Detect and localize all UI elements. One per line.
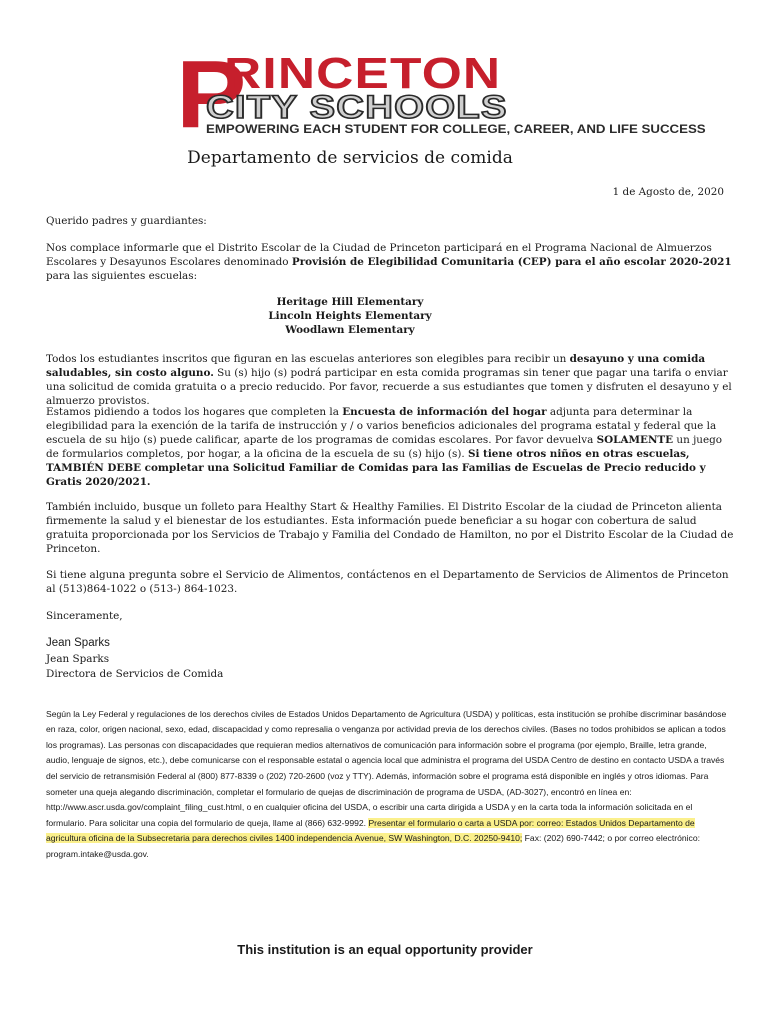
logo-letter-p: P — [176, 41, 247, 148]
paragraph-survey-bold-2: SOLAMENTE — [596, 434, 674, 446]
school-item: Lincoln Heights Elementary — [268, 310, 432, 322]
legal-text-a: Según la Ley Federal y regulaciones de los derechos civiles de Estados Unidos Departamento de Agricultura (USDA) y políticas, esta institución se prohíbe discriminar basándose en raza, color, origen nacional, sexo, edad, discapacidad y como represalia o venganza por actividad previa de los derechos civiles. (Bases no todos prohibidos se aplican a todos los programas). Las personas con discapacidades que requieran medios alternativos de comunicación para información sobre el programa (por ejemplo, Braille, letra grande, audio, lenguaje de signos, etc.), debe comunicarse con el responsable estatal o agencia local que administra el programa del USDA Centro de destino en contacto USDA a través del servicio de retransmisión Federal al (800) 877-8339 o (202) 720-2600 (voz y TTY). Además, información sobre el programa está disponible en inglés y otros idiomas. Para someter una queja alegando discriminación, completar el formulario de quejas de discriminación de programa de USDA, (AD-3027), encontró en línea en: http://www.ascr.usda.gov/complaint_filing_cust.html, o en cualquier oficina del USDA, o escribir una carta dirigida a USDA y en la carta toda la información solicitada en el formulario. Para solicitar una copia del formulario de queja, llame al (866) 632-9992. — [46, 708, 727, 828]
closing: Sinceramente, — [46, 610, 123, 622]
signer-name: Jean Sparks — [46, 653, 110, 665]
paragraph-cep-c: para las siguientes escuelas: — [46, 270, 198, 282]
legal-text-b: Fax: (202) 690-7442; o por correo electrónico: program.intake@usda.gov. — [46, 833, 700, 859]
paragraph-eligibility-a: Todos los estudiantes inscritos que figuran en las escuelas anteriores son elegibles para recibir un — [46, 353, 570, 365]
paragraph-survey-c: adjunta para determinar la elegibilidad para la exención de la tarifa de instrucción y / o varios beneficios adicionales del programa estatal y federal que la escuela de su hijo (s) puede calificar, aparte de los programas de comidas escolares. Por favor devuelva — [46, 406, 717, 446]
equal-opportunity-footer: This institution is an equal opportunity provider — [237, 942, 533, 957]
paragraph-contact: Si tiene alguna pregunta sobre el Servicio de Alimentos, contáctenos en el Departamento de Servicios de Alimentos de Princeton al (513)864-1022 o (513-) 864-1023. — [46, 569, 729, 595]
greeting: Querido padres y guardiantes: — [46, 215, 207, 227]
school-item: Heritage Hill Elementary — [276, 296, 424, 308]
paragraph-eligibility — [46, 352, 736, 408]
paragraph-cep-a: Nos complace informarle que el Distrito Escolar de la Ciudad de Princeton participará en el Programa Nacional de Almuerzos Escolares y Desayunos Escolares denominado — [46, 242, 712, 268]
paragraph-cep-bold: Provisión de Elegibilidad Comunitaria (CEP) para el año escolar 2020-2021 — [291, 256, 732, 268]
school-list — [0, 295, 700, 337]
signature: Jean Sparks — [46, 637, 110, 649]
paragraph-cep — [46, 241, 736, 283]
page-title: Departamento de servicios de comida — [187, 148, 513, 168]
legal-highlighted-text: Presentar el formulario o carta a USDA por: correo: Estados Unidos Departamento de agricultura oficina de la Subsecretaria para derechos civiles 1400 independencia Avenue, SW Washington, D.C. 20250-9410; — [46, 817, 695, 844]
paragraph-survey-bold-3: Si tiene otros niños en otras escuelas, TAMBIÉN DEBE completar una Solicitud Familiar de Comidas para las Familias de Escuelas de Precio reducido y Gratis 2020/2021. — [46, 448, 706, 488]
paragraph-healthy-start: También incluido, busque un folleto para Healthy Start & Healthy Families. El Distrito Escolar de la ciudad de Princeton alienta firmemente la salud y el bienestar de los estudiantes. Esta información puede beneficiar a su hogar con cobertura de salud gratuita proporcionada por los Servicios de Trabajo y Familia del Condado de Hamilton, no por el Distrito Escolar de la Ciudad de Princeton. — [46, 501, 734, 555]
usda-nondiscrimination-statement — [46, 707, 731, 863]
paragraph-survey-e: un juego de formularios completos, por hogar, a la oficina de la escuela de su (s) hijo (s). — [46, 434, 723, 460]
paragraph-eligibility-bold: desayuno y una comida saludables, sin costo alguno. — [46, 353, 706, 379]
paragraph-survey-bold-1: Encuesta de información del hogar — [342, 406, 547, 418]
letter-date: 1 de Agosto de, 2020 — [612, 186, 724, 198]
signer-title: Directora de Servicios de Comida — [46, 668, 224, 680]
logo-tagline: EMPOWERING EACH STUDENT FOR COLLEGE, CAREER, AND LIFE SUCCESS — [206, 122, 706, 136]
paragraph-survey — [46, 405, 736, 489]
paragraph-eligibility-c: Su (s) hijo (s) podrá participar en esta comida programas sin tener que pagar una tarifa o enviar una solicitud de comida gratuita o a precio reducido. Por favor, recuerde a sus estudiantes que tomen y disfruten el desayuno y el almuerzo provistos. — [46, 367, 732, 407]
logo-rinceton-text: RINCETON — [224, 49, 502, 98]
logo-city-schools-text: CITY SCHOOLS — [206, 89, 508, 125]
paragraph-survey-a: Estamos pidiendo a todos los hogares que completen la — [46, 406, 343, 418]
princeton-city-schools-logo — [176, 41, 706, 148]
school-item: Woodlawn Elementary — [285, 324, 415, 336]
